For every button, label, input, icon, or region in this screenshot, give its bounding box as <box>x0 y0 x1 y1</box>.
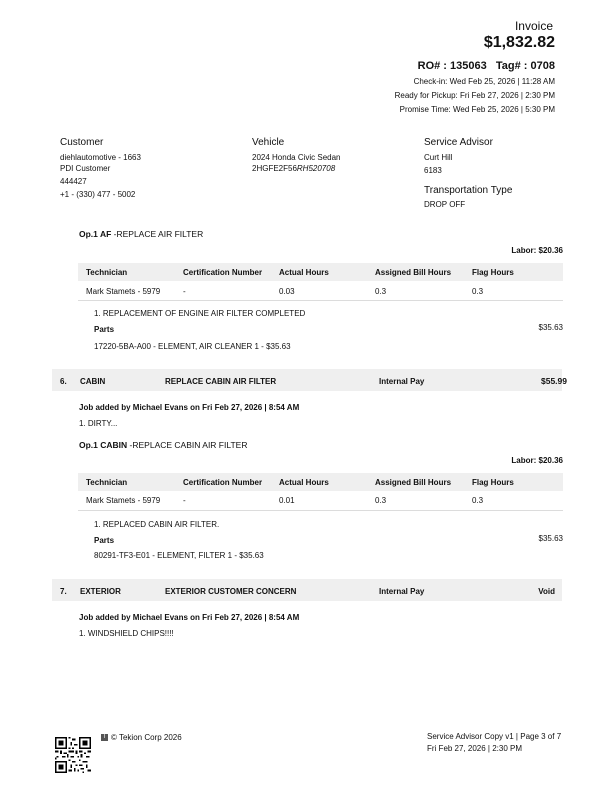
col-technician: Technician <box>86 268 128 277</box>
op-af-assigned: 0.3 <box>375 287 387 296</box>
invoice-total: $1,832.82 <box>483 34 555 51</box>
copyright-text: © Tekion Corp 2026 <box>111 733 182 742</box>
col-assigned: Assigned Bill Hours <box>375 478 452 487</box>
qr-code-image <box>55 737 91 773</box>
op-cabin-desc: -REPLACE CABIN AIR FILTER <box>127 440 248 450</box>
customer-phone: +1 - (330) 477 - 5002 <box>60 190 136 199</box>
promise-time: Promise Time: Wed Feb 25, 2026 | 5:30 PM <box>399 105 555 114</box>
vehicle-heading: Vehicle <box>252 137 285 148</box>
col-actual: Actual Hours <box>279 268 329 277</box>
job6-added-by: Job added by Michael Evans on Fri Feb 27, 2026 | 8:54 AM <box>79 403 300 412</box>
tekion-logo-icon: T <box>102 734 107 740</box>
document-type: Invoice <box>514 19 553 33</box>
vin-prefix: 2HGFE2F56 <box>252 164 297 173</box>
op-af-parts-total: $35.63 <box>538 323 563 332</box>
vehicle-vin <box>252 164 341 173</box>
advisor-name: Curt Hill <box>424 153 453 162</box>
advisor-heading: Service Advisor <box>424 137 493 148</box>
vehicle-model: 2024 Honda Civic Sedan <box>252 153 341 162</box>
op-cabin-actual: 0.01 <box>279 496 295 505</box>
op-cabin-divider <box>78 510 563 511</box>
op-af-title <box>79 229 203 239</box>
op-cabin-parts-label: Parts <box>94 536 115 545</box>
op-af-tech: Mark Stamets - 5979 <box>86 287 161 296</box>
customer-section <box>60 137 141 199</box>
job7-code: EXTERIOR <box>80 587 121 596</box>
job6-code: CABIN <box>80 377 106 386</box>
col-technician: Technician <box>86 478 128 487</box>
op-af-divider <box>78 300 563 301</box>
vin-suffix: RH520708 <box>296 164 336 173</box>
op-af-note: 1. REPLACEMENT OF ENGINE AIR FILTER COMPLETED <box>94 309 306 318</box>
op-cabin-labor: Labor: $20.36 <box>511 456 563 465</box>
job6-pay-type: Internal Pay <box>379 377 425 386</box>
job7-pay-type: Internal Pay <box>379 587 425 596</box>
customer-id: 444427 <box>60 177 87 186</box>
job6-amount: $55.99 <box>541 376 567 386</box>
checkin-time: Check-in: Wed Feb 25, 2026 | 11:28 AM <box>413 77 555 86</box>
op-af-flag: 0.3 <box>472 287 484 296</box>
job7-number: 7. <box>60 587 67 596</box>
col-actual: Actual Hours <box>279 478 329 487</box>
advisor-section <box>424 137 512 209</box>
col-assigned: Assigned Bill Hours <box>375 268 452 277</box>
transport-value: DROP OFF <box>424 200 466 209</box>
ready-for-pickup: Ready for Pickup: Fri Feb 27, 2026 | 2:30 PM <box>394 91 555 100</box>
op-af-parts-label: Parts <box>94 325 115 334</box>
op-cabin-assigned: 0.3 <box>375 496 387 505</box>
job6-header-bar <box>52 369 562 391</box>
job7-concern: 1. WINDSHIELD CHIPS!!!! <box>79 629 174 638</box>
footer-print-date: Fri Feb 27, 2026 | 2:30 PM <box>427 744 523 753</box>
job6-number: 6. <box>60 377 67 386</box>
op-cabin-part-line: 80291-TF3-E01 - ELEMENT, FILTER 1 - $35.63 <box>94 551 264 560</box>
job7-amount: Void <box>538 587 555 596</box>
footer-page-info: Service Advisor Copy v1 | Page 3 of 7 <box>427 732 562 741</box>
op-af-part-line: 17220-5BA-A00 - ELEMENT, AIR CLEANER 1 - $35.63 <box>94 342 291 351</box>
op-af-cert: - <box>183 287 186 296</box>
advisor-number: 6183 <box>424 166 442 175</box>
footer-copyright <box>101 733 182 742</box>
op-cabin-code: Op.1 CABIN <box>79 440 128 450</box>
job7-header-bar <box>52 579 562 601</box>
op-cabin-parts-total: $35.63 <box>538 534 563 543</box>
customer-type: PDI Customer <box>60 164 111 173</box>
op-af-desc: -REPLACE AIR FILTER <box>111 229 204 239</box>
col-cert: Certification Number <box>183 478 263 487</box>
op-af-labor: Labor: $20.36 <box>511 246 563 255</box>
op-cabin-tech: Mark Stamets - 5979 <box>86 496 161 505</box>
op-cabin-cert: - <box>183 496 186 505</box>
col-flag: Flag Hours <box>472 268 514 277</box>
col-flag: Flag Hours <box>472 478 514 487</box>
vehicle-section <box>252 137 341 173</box>
job7-title: EXTERIOR CUSTOMER CONCERN <box>165 587 297 596</box>
op-cabin-note: 1. REPLACED CABIN AIR FILTER. <box>94 520 220 529</box>
job7-added-by: Job added by Michael Evans on Fri Feb 27, 2026 | 8:54 AM <box>79 613 300 622</box>
job6-title: REPLACE CABIN AIR FILTER <box>165 377 277 386</box>
op-af-actual: 0.03 <box>279 287 295 296</box>
op-cabin-title <box>79 440 247 450</box>
op-af-code: Op.1 AF <box>79 229 112 239</box>
ro-tag-line: RO# : 135063 Tag# : 0708 <box>417 60 555 72</box>
op-cabin-flag: 0.3 <box>472 496 484 505</box>
customer-account: diehlautomotive - 1663 <box>60 153 141 162</box>
job6-concern: 1. DIRTY... <box>79 419 118 428</box>
customer-heading: Customer <box>60 137 104 148</box>
transport-heading: Transportation Type <box>424 185 513 196</box>
col-cert: Certification Number <box>183 268 263 277</box>
